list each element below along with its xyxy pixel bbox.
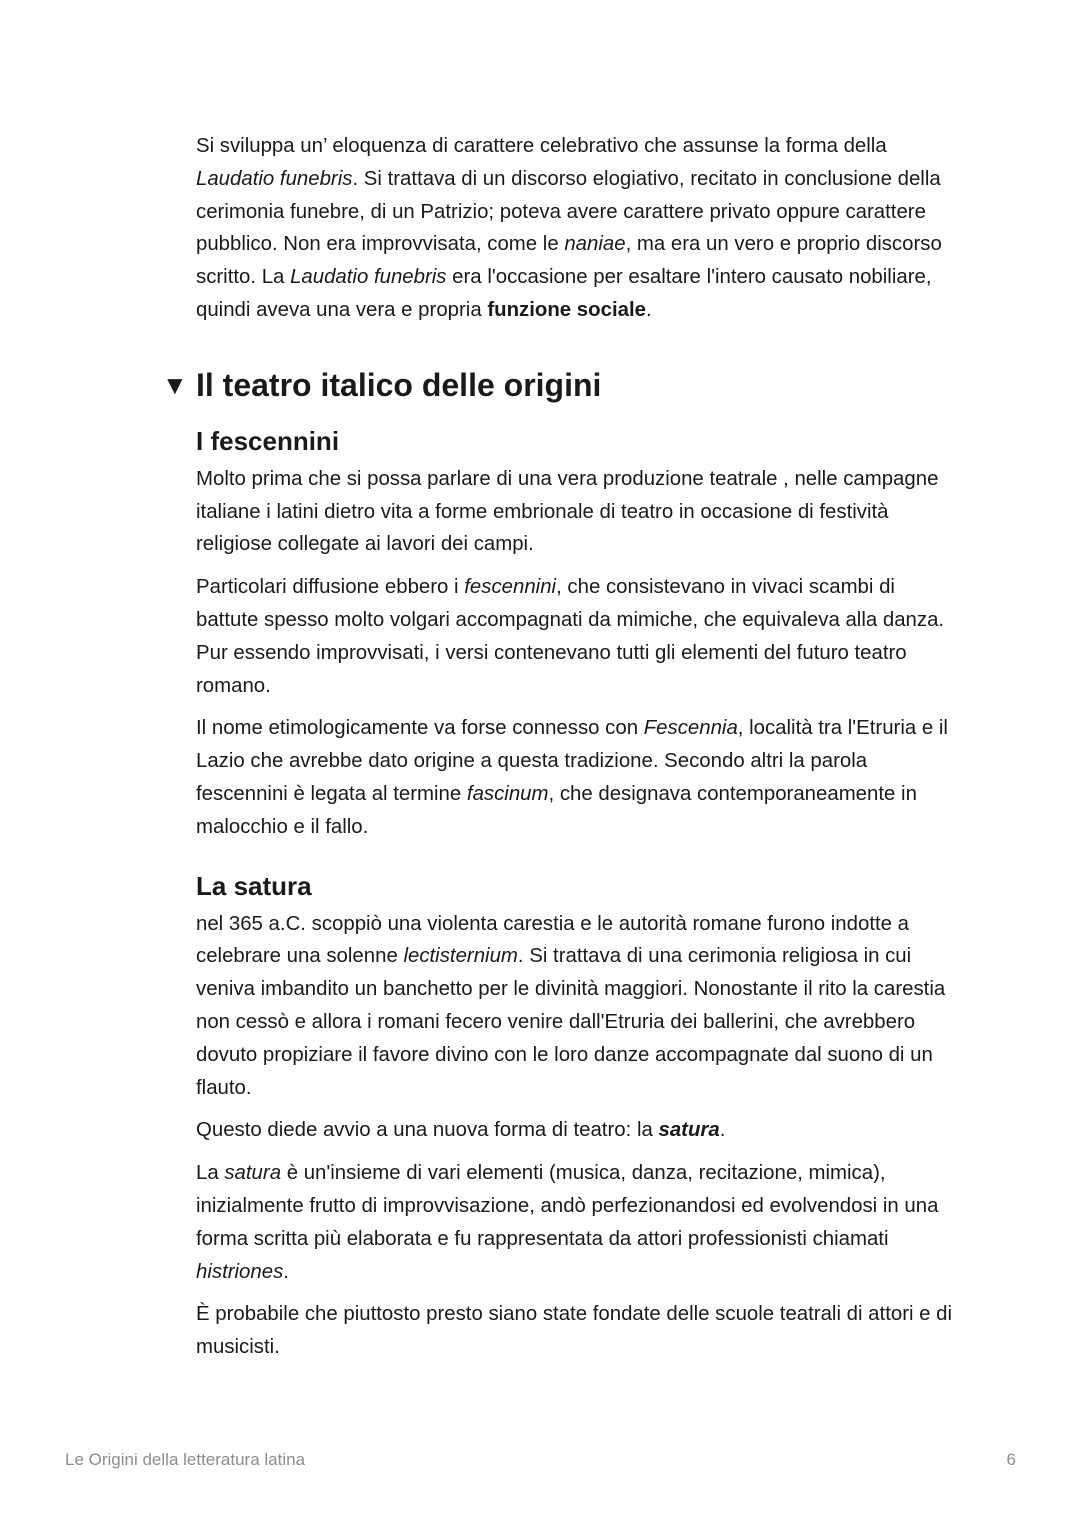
fescennini-paragraph-3 <box>196 712 956 843</box>
footer-document-title: Le Origini della letteratura latina <box>65 1450 306 1469</box>
italic-term: fescennini <box>464 576 557 599</box>
toggle-triangle-icon[interactable]: ▼ <box>162 369 188 400</box>
text-run: . <box>719 1119 726 1142</box>
footer-page-number: 6 <box>1006 1450 1016 1469</box>
italic-term: Fescennia <box>643 717 738 740</box>
satura-paragraph-1 <box>196 908 956 1105</box>
page-content <box>162 130 956 1374</box>
section-title: Il teatro italico delle origini <box>196 366 602 403</box>
text-run: , che designava contemporaneamente in malocchio e il fallo. <box>196 782 917 838</box>
text-run: , località tra l'Etruria e il Lazio che avrebbe dato origine a questa tradizione. Secondo altri la parola fescennini è legata al termine <box>196 717 948 805</box>
text-run: Questo diede avvio a una nuova forma di teatro: la <box>196 1119 659 1142</box>
text-run: , ma era un vero e proprio discorso scritto. La <box>196 233 942 289</box>
italic-term: Laudatio funebris <box>290 266 447 289</box>
text-run: . <box>645 298 652 321</box>
bold-term: funzione sociale <box>487 298 646 321</box>
italic-term: Laudatio funebris <box>196 167 353 190</box>
bold-italic-term: satura <box>658 1119 720 1142</box>
text-run: Il nome etimologicamente va forse connesso con <box>196 717 644 740</box>
text-run: . Si trattava di un discorso elogiativo, recitato in conclusione della cerimonia funebre, di un Patrizio; poteva avere carattere privato oppure carattere pubblico. Non era improvvisata, come le <box>196 167 941 256</box>
text-run: nel 365 a.C. scoppiò una violenta carestia e le autorità romane furono indotte a celebrare una solenne <box>196 912 909 968</box>
satura-paragraph-3 <box>196 1157 956 1288</box>
italic-term: histriones <box>196 1260 284 1283</box>
satura-heading: La satura <box>196 870 312 901</box>
text-run: Particolari diffusione ebbero i <box>196 576 465 599</box>
satura-paragraph-4: È probabile che piuttosto presto siano state fondate delle scuole teatrali di attori e di musicisti. <box>196 1303 953 1359</box>
fescennini-heading: I fescennini <box>196 425 340 456</box>
text-run: . Si trattava di una cerimonia religiosa in cui veniva imbandito un banchetto per le divinità maggiori. Nonostante il rito la carestia non cessò e allora i romani fecero venire dall'Etruria dei ballerini, che avrebbero dovuto propiziare il favore divino con le loro danze accompagnate dal suono di un flauto. <box>196 945 946 1099</box>
italic-term: satura <box>224 1162 282 1185</box>
intro-paragraph <box>196 130 956 327</box>
italic-term: lectisternium <box>403 945 518 968</box>
text-run: , che consistevano in vivaci scambi di battute spesso molto volgari accompagnati da mimiche, che equivaleva alla danza. Pur essendo improvvisati, i versi contenevano tutti gli elementi del futuro teatro romano. <box>196 576 945 697</box>
section-toggle-heading[interactable] <box>162 363 956 407</box>
text-run: Si sviluppa un’ eloquenza di carattere celebrativo che assunse la forma della <box>196 135 887 157</box>
text-run: La <box>196 1162 225 1185</box>
fescennini-paragraph-1: Molto prima che si possa parlare di una vera produzione teatrale , nelle campagne italiane i latini dietro vita a forme embrionale di teatro in occasione di festività religiose collegate ai lavori dei campi. <box>196 467 939 556</box>
text-run: è un'insieme di vari elementi (musica, danza, recitazione, mimica), inizialmente frutto di improvvisazione, andò perfezionandosi ed evolvendosi in una forma scritta più elaborata e fu rappresentata da attori professionisti chiamati <box>196 1162 939 1250</box>
text-run: era l'occasione per esaltare l'intero causato nobiliare, quindi aveva una vera e propria <box>196 266 932 321</box>
satura-paragraph-2 <box>196 1114 956 1147</box>
fescennini-paragraph-2 <box>196 571 956 702</box>
text-run: . <box>283 1260 289 1283</box>
italic-term: naniae <box>564 233 626 256</box>
italic-term: fascinum <box>466 782 549 805</box>
